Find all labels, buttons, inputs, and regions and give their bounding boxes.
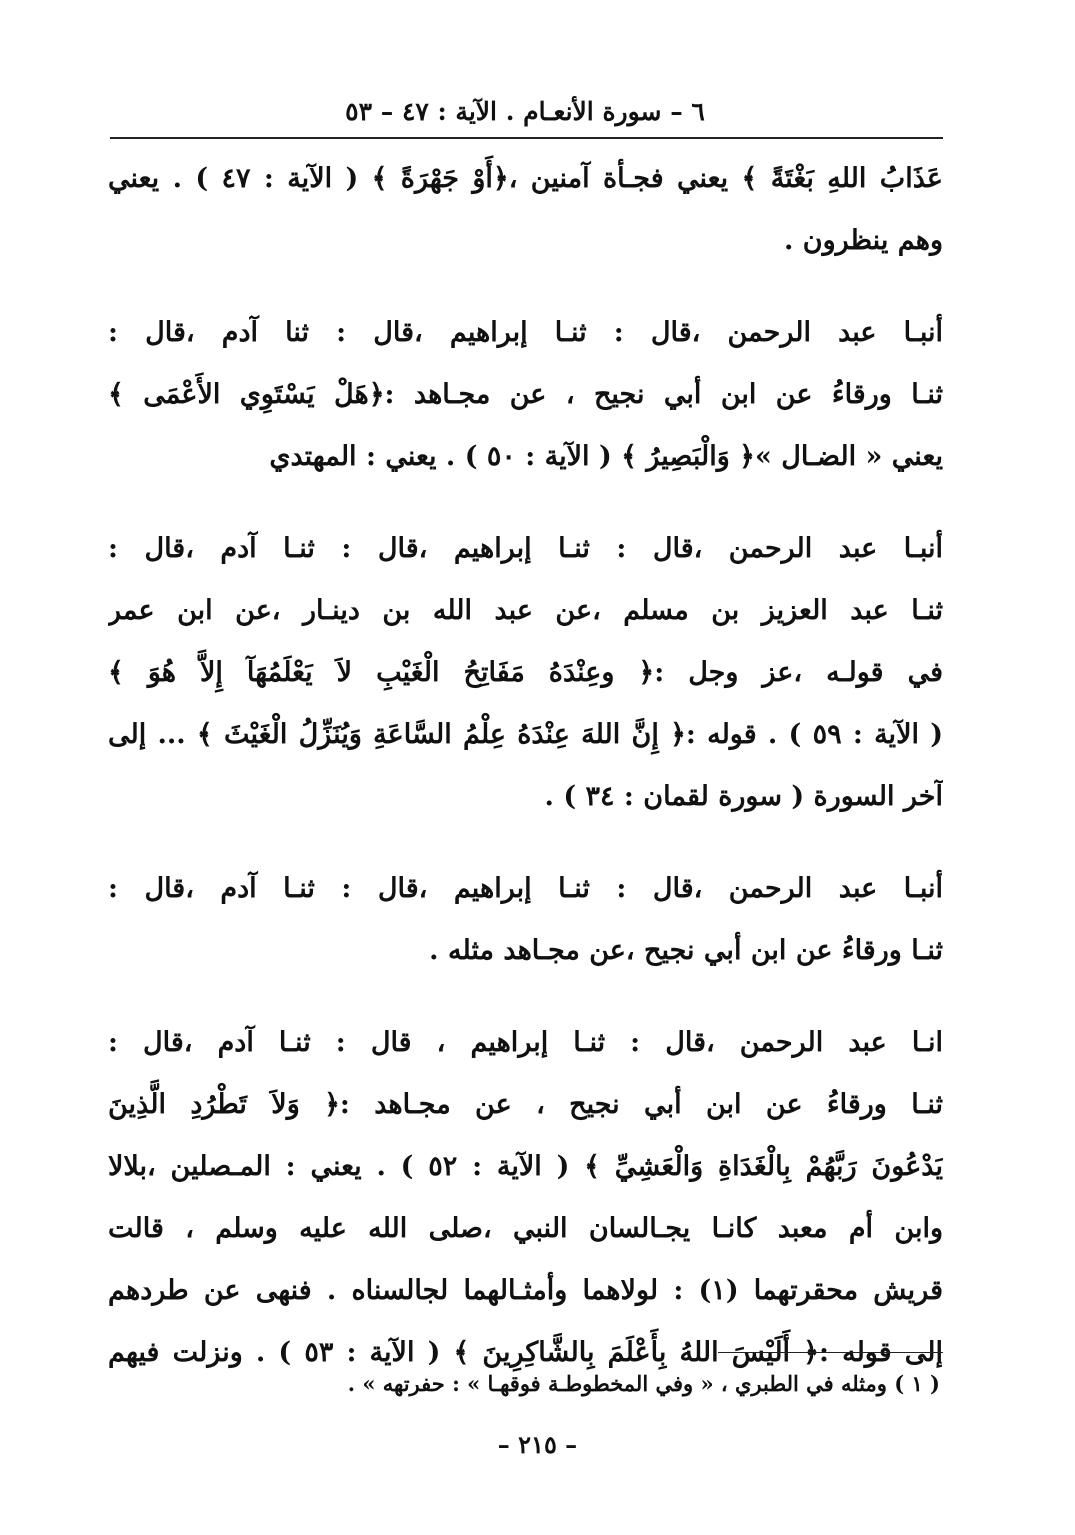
text-line: ثنـا ورقاءُ عن ابن أبي نجيح ،عن مجـاهد مثله . <box>429 935 943 966</box>
text-line: أنبـا عبد الرحمن ،قال : ثنـا إبراهيم ،قال : ثنـا آدم ،قال : <box>108 533 943 564</box>
running-header: ٦ – سورة الأنعـام . الآية : ٤٧ – ٥٣ <box>345 97 705 126</box>
text-line: وهم ينظرون . <box>783 225 943 256</box>
text-line: يعني « الضـال »﴿ وَالْبَصِيرُ ﴾ ( الآية : ٥٠ ) . يعني : المهتدي <box>269 441 943 472</box>
paragraph <box>108 518 943 828</box>
paragraph-gap <box>108 982 943 1012</box>
body-text <box>108 148 943 1384</box>
text-line: في قولـه ،عز وجل :﴿ وعِنْدَهُ مَفَاتِحُ الْغَيْبِ لاَ يَعْلَمُهَآ إِلاَّ هُوَ ﴾ <box>108 657 943 688</box>
paragraph-gap <box>108 828 943 858</box>
paragraph <box>108 1012 943 1384</box>
footnote: ( ١ ) ومثله في الطبري ، « وفي المخطوطـة فوقهـا » : حفرتهه » . <box>347 1371 940 1396</box>
text-line: يَدْعُونَ رَبَّهُمْ بِالْغَدَاةِ وَالْعَشِيِّ ﴾ ( الآية : ٥٢ ) . يعني : المـصلين ،بلالا <box>108 1151 943 1182</box>
paragraph <box>108 148 943 272</box>
text-line: وابن أم معبد كانـا يجـالسان النبي ،صلى الله عليه وسلم ، قالت <box>108 1213 943 1244</box>
text-line: أنبـا عبد الرحمن ،قال : ثنـا إبراهيم ،قال : ثنـا آدم ،قال : <box>108 873 943 904</box>
text-line: قريش محقرتهما (١) : لولاهما وأمثـالهما لجالسناه . فنهى عن طردهم <box>108 1275 943 1306</box>
text-line: انـا عبد الرحمن ،قال : ثنـا إبراهيم ، قال : ثنـا آدم ،قال : <box>108 1027 943 1058</box>
text-line: أنبـا عبد الرحمن ،قال : ثنـا إبراهيم ،قال : ثنا آدم ،قال : <box>108 317 943 348</box>
header-rule <box>110 137 943 139</box>
text-line: عَذَابُ اللهِ بَغْتَةً ﴾ يعني فجـأة آمنين ،﴿أَوْ جَهْرَةً ﴾ ( الآية : ٤٧ ) . يعني <box>108 163 943 194</box>
text-line: ثنـا عبد العزيز بن مسلم ،عن عبد الله بن دينـار ،عن ابن عمر <box>108 595 943 626</box>
text-line: ( الآية : ٥٩ ) . قوله :﴿ إِنَّ اللهَ عِنْدَهُ عِلْمُ السَّاعَةِ وَيُنَزِّلُ الْغَيْثَ ﴾ ... إلى <box>108 719 943 750</box>
paragraph <box>108 858 943 982</box>
text-line: ثنـا ورقاءُ عن ابن أبي نجيح ، عن مجـاهد :﴿ وَلاَ تَطْرُدِ الَّذِينَ <box>108 1089 943 1120</box>
text-line: ثنـا ورقاءُ عن ابن أبي نجيح ، عن مجـاهد :﴿هَلْ يَسْتَوِي الأَعْمَى ﴾ <box>108 379 943 410</box>
paragraph-gap <box>108 272 943 302</box>
page-number: – ٢١٥ – <box>497 1430 578 1459</box>
text-line: إلى قوله :﴿ أَلَيْسَ اللهُ بِأَعْلَمَ بِالشَّاكِرِينَ ﴾ ( الآية : ٥٣ ) . ونزلت فيهم <box>108 1337 943 1368</box>
text-line: آخر السورة ( سورة لقمان : ٣٤ ) . <box>544 781 943 812</box>
paragraph <box>108 302 943 488</box>
footnote-rule <box>718 1352 943 1353</box>
paragraph-gap <box>108 488 943 518</box>
